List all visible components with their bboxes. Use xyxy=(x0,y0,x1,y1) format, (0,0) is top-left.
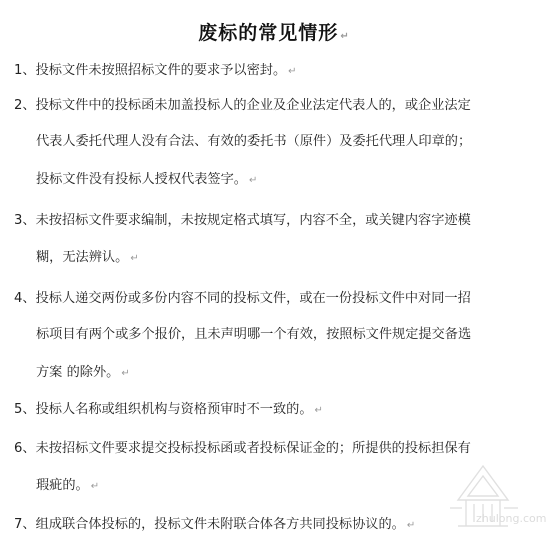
document-line: 5、投标人名称或组织机构与资格预审时不一致的。 ↵ xyxy=(14,402,323,417)
page-bottom-fade xyxy=(0,554,548,560)
document-line: 4、投标人递交两份或多份内容不同的投标文件，或在一份投标文件中对同一招 xyxy=(14,291,471,306)
document-line: 1、投标文件未按照招标文件的要求予以密封。 ↵ xyxy=(14,63,297,78)
document-line: 3、未按招标文件要求编制，未按规定格式填写，内容不全，或关键内容字迹模 xyxy=(14,213,471,228)
watermark-text: zhulong.com xyxy=(476,512,547,525)
document-line: 糊，无法辨认。 ↵ xyxy=(36,250,139,265)
document-line: 瑕疵的。 ↵ xyxy=(36,478,100,493)
watermark-logo xyxy=(428,460,547,550)
document-line: 标项目有两个或多个报价，且未声明哪一个有效，按照标文件规定提交备选 xyxy=(36,327,472,342)
document-line: 6、未按招标文件要求提交投标投标函或者投标保证金的；所提供的投标担保有 xyxy=(14,441,471,456)
paragraph-mark-icon: ↵ xyxy=(249,175,258,186)
paragraph-mark-icon: ↵ xyxy=(90,481,100,492)
paragraph-mark-icon: ↵ xyxy=(130,253,139,264)
paragraph-mark-icon: ↵ xyxy=(288,66,297,77)
document-line: 2、投标文件中的投标函未加盖投标人的企业及企业法定代表人的，或企业法定 xyxy=(14,98,471,113)
document-line: 代表人委托代理人没有合法、有效的委托书（原件）及委托代理人印章的； xyxy=(36,134,472,149)
document-line: 投标文件没有投标人授权代表签字。 ↵ xyxy=(36,172,258,187)
paragraph-mark-icon: ↵ xyxy=(314,405,323,416)
document-line: 方案 的除外。 ↵ xyxy=(36,365,130,380)
paragraph-mark-icon: ↵ xyxy=(340,31,350,42)
document-title xyxy=(0,18,548,45)
document-line: 7、组成联合体投标的，投标文件未附联合体各方共同投标协议的。 ↵ xyxy=(14,517,416,532)
watermark-building-icon xyxy=(428,460,538,550)
paragraph-mark-icon: ↵ xyxy=(406,520,416,531)
title-text: 废标的常见情形 xyxy=(198,22,339,44)
paragraph-mark-icon: ↵ xyxy=(121,368,130,379)
